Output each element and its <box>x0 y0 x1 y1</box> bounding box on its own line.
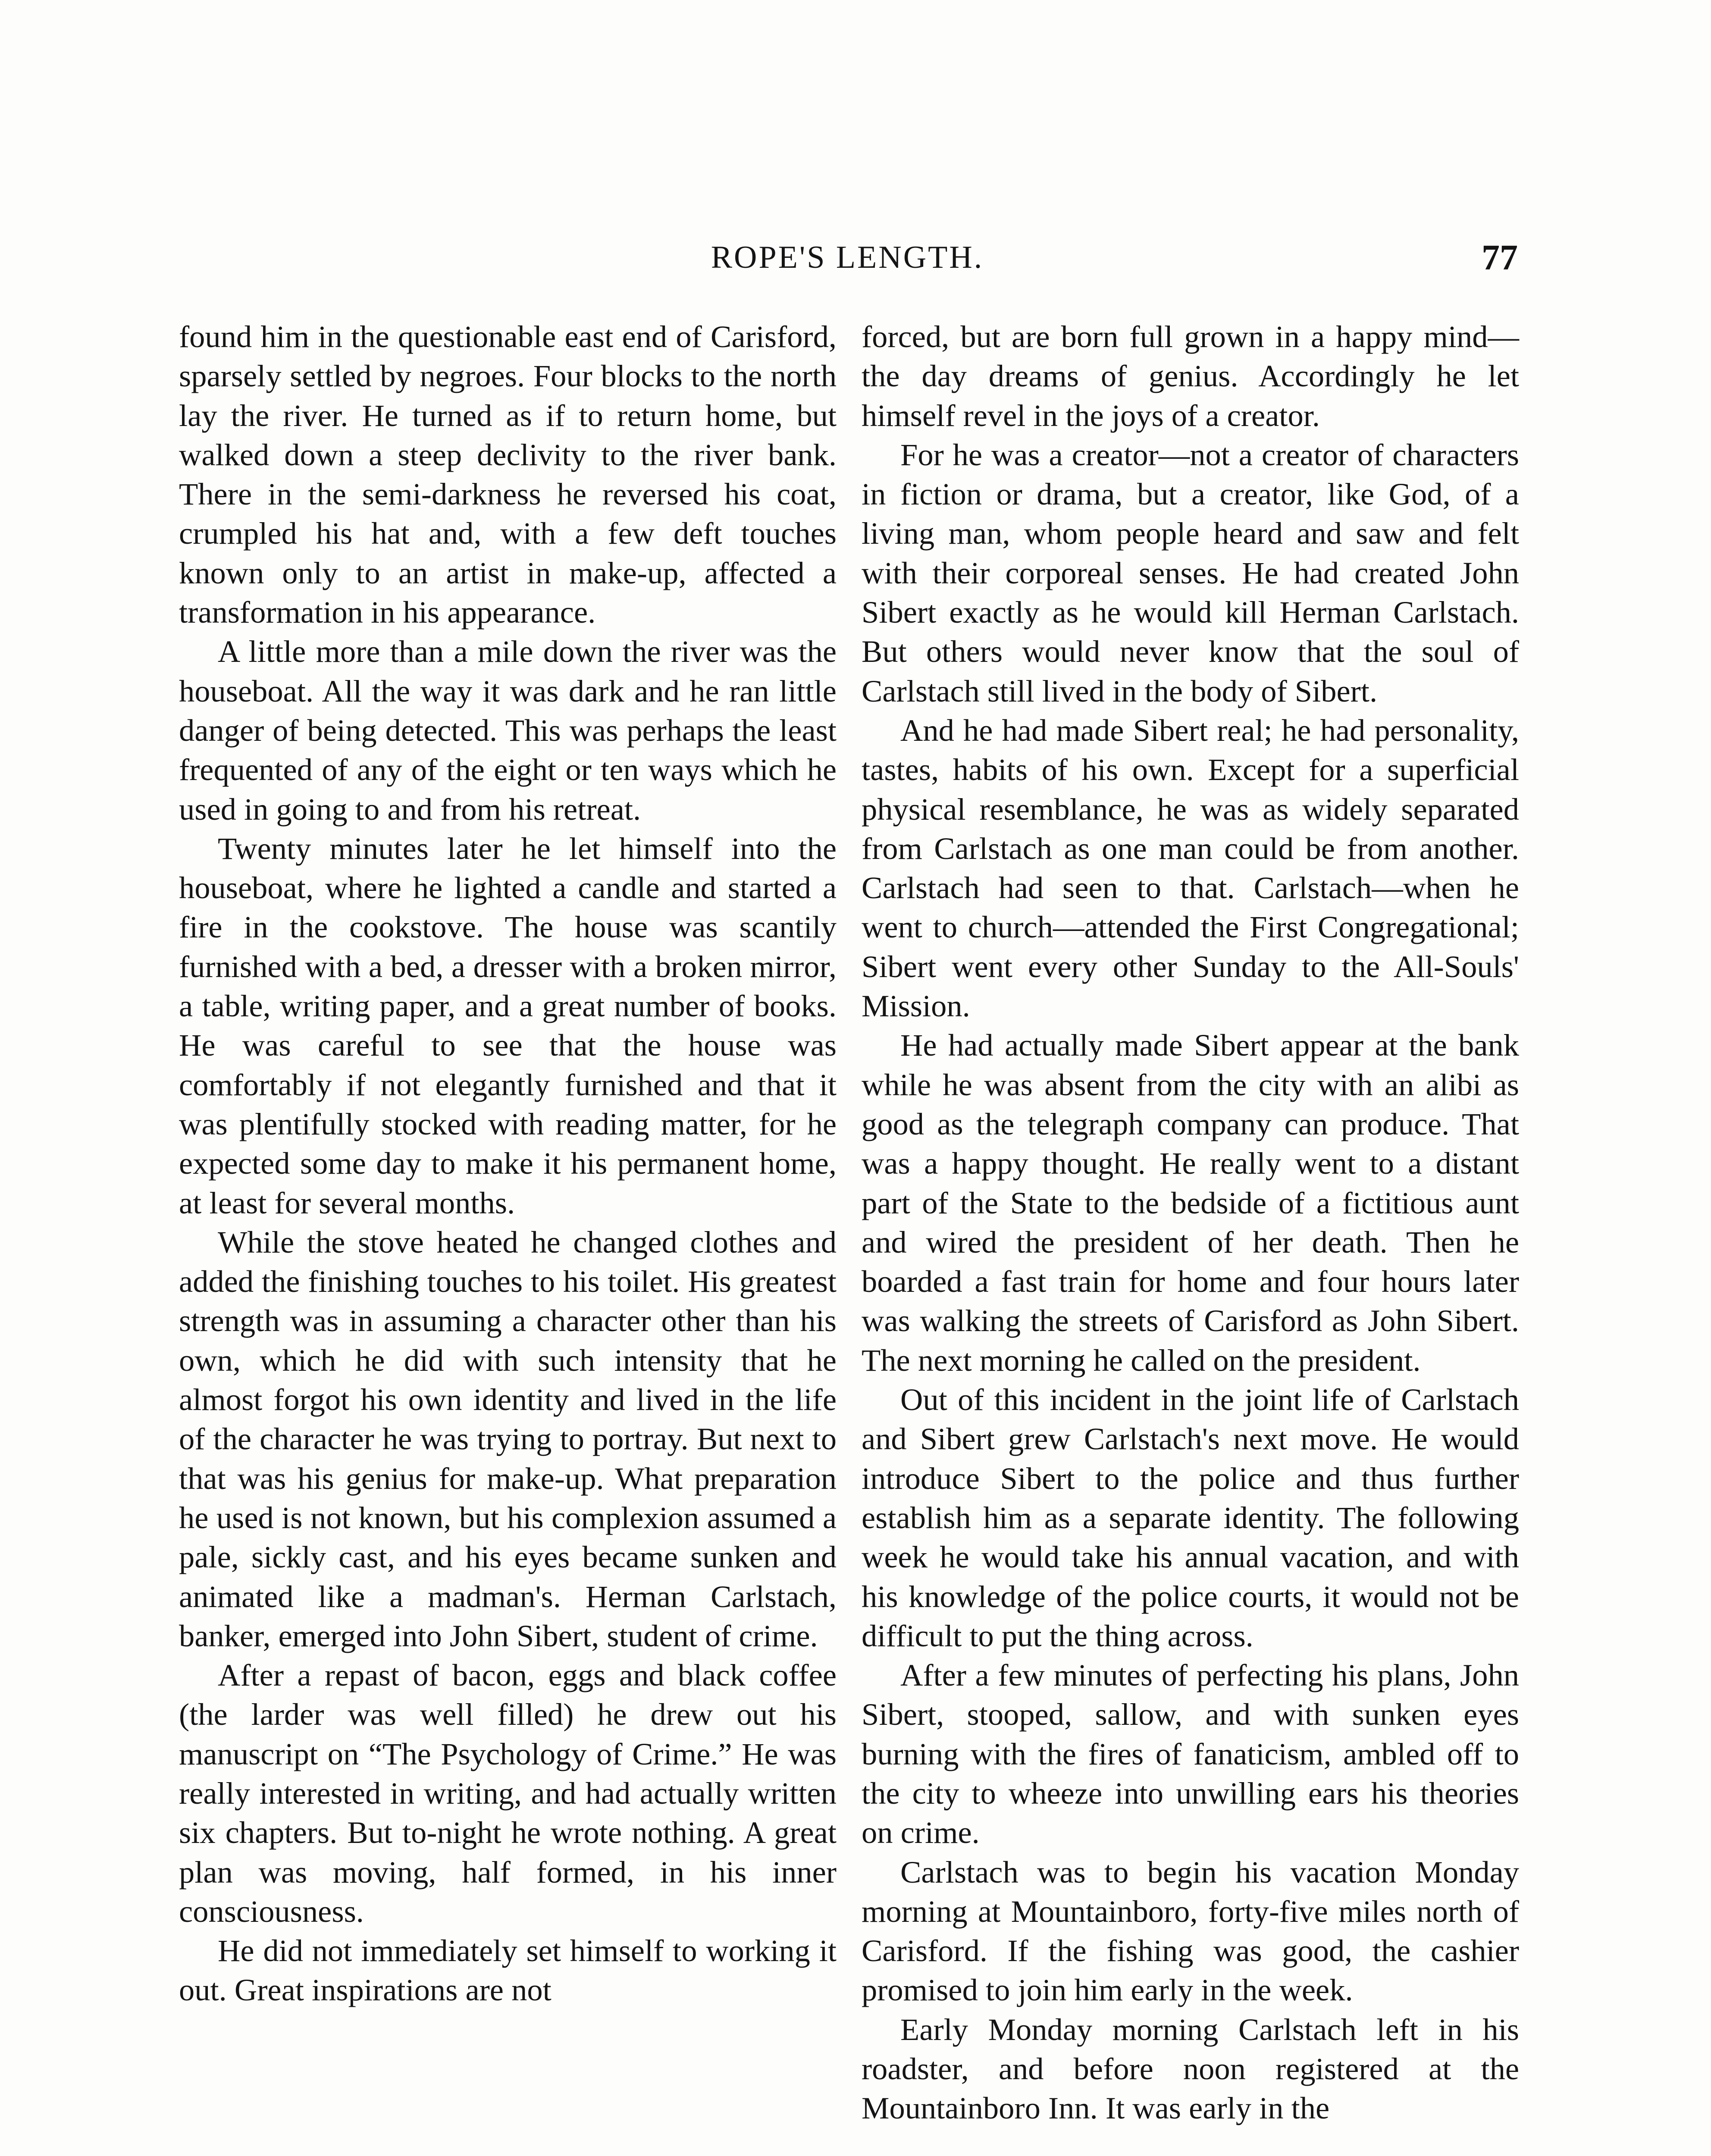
left-column <box>179 317 837 2010</box>
paragraph: And he had made Sibert real; he had personality, tastes, habits of his own. Except for a superficial physical resemblance, he was as widely separated from Carlstach as one man could be from another. Carlstach had seen to that. Carlstach—when he went to church—attended the First Congregational; Sibert went every other Sunday to the All-Souls' Mission. <box>862 712 1519 1024</box>
paragraph: Twenty minutes later he let himself into the houseboat, where he lighted a candle and started a fire in the cookstove. The house was scantily furnished with a bed, a dresser with a broken mirror, a table, writing paper, and a great number of books. He was careful to see that the house was comfortably if not elegantly furnished and that it was plentifully stocked with reading matter, for he expected some day to make it his permanent home, at least for several months. <box>179 830 837 1220</box>
paragraph: A little more than a mile down the river was the houseboat. All the way it was dark and he ran little danger of being detected. This was perhaps the least frequented of any of the eight or ten ways which he used in going to and from his retreat. <box>179 634 837 827</box>
paragraph: For he was a creator—not a creator of characters in fiction or drama, but a creator, like God, of a living man, whom people heard and saw and felt with their corporeal senses. He had created John Sibert exactly as he would kill Herman Carlstach. But others would never know that the soul of Carlstach still lived in the body of Sibert. <box>862 437 1519 708</box>
paragraph: Carlstach was to begin his vacation Monday morning at Mountainboro, forty-five miles north of Carisford. If the fishing was good, the cashier promised to join him early in the week. <box>862 1854 1519 2008</box>
running-title: ROPE'S LENGTH. <box>711 240 984 275</box>
paragraph: Out of this incident in the joint life of Carlstach and Sibert grew Carlstach's next move. He would introduce Sibert to the police and thus further establish him as a separate identity. The following week he would take his annual vacation, and with his knowledge of the police courts, it would not be difficult to put the thing across. <box>862 1382 1519 1653</box>
running-head <box>177 239 1518 287</box>
paragraph: He did not immediately set himself to working it out. Great inspirations are not <box>179 1933 837 2008</box>
paragraph: found him in the questionable east end of Carisford, sparsely settled by negroes. Four blocks to the north lay the river. He turned as if to return home, but walked down a steep declivity to the river bank. There in the semi-darkness he reversed his coat, crumpled his hat and, with a few deft touches known only to an artist in make-up, affected a transformation in his appearance. <box>179 319 837 630</box>
paragraph: After a few minutes of perfecting his plans, John Sibert, stooped, sallow, and with sunken eyes burning with the fires of fanaticism, ambled off to the city to wheeze into unwilling ears his theories on crime. <box>862 1658 1519 1850</box>
page-number: 77 <box>1482 238 1518 278</box>
paragraph: Early Monday morning Carlstach left in his roadster, and before noon registered at the Mountainboro Inn. It was early in the <box>862 2012 1519 2126</box>
paragraph: After a repast of bacon, eggs and black coffee (the larder was well filled) he drew out his manuscript on “The Psychology of Crime.” He was really interested in writing, and had actually written six chapters. But to-night he wrote nothing. A great plan was moving, half formed, in his inner consciousness. <box>179 1658 837 1929</box>
right-column <box>862 317 1519 2128</box>
paragraph: forced, but are born full grown in a happy mind—the day dreams of genius. Accordingly he let himself revel in the joys of a creator. <box>862 319 1519 433</box>
paragraph: He had actually made Sibert appear at the bank while he was absent from the city with an alibi as good as the telegraph company can produce. That was a happy thought. He really went to a distant part of the State to the bedside of a fictitious aunt and wired the president of her death. Then he boarded a fast train for home and four hours later was walking the streets of Carisford as John Sibert. The next morning he called on the president. <box>862 1028 1519 1378</box>
paragraph: While the stove heated he changed clothes and added the finishing touches to his toilet. His greatest strength was in assuming a character other than his own, which he did with such intensity that he almost forgot his own identity and lived in the life of the character he was trying to portray. But next to that was his genius for make-up. What preparation he used is not known, but his complexion assumed a pale, sickly cast, and his eyes became sunken and animated like a madman's. Herman Carlstach, banker, emerged into John Sibert, student of crime. <box>179 1224 837 1653</box>
